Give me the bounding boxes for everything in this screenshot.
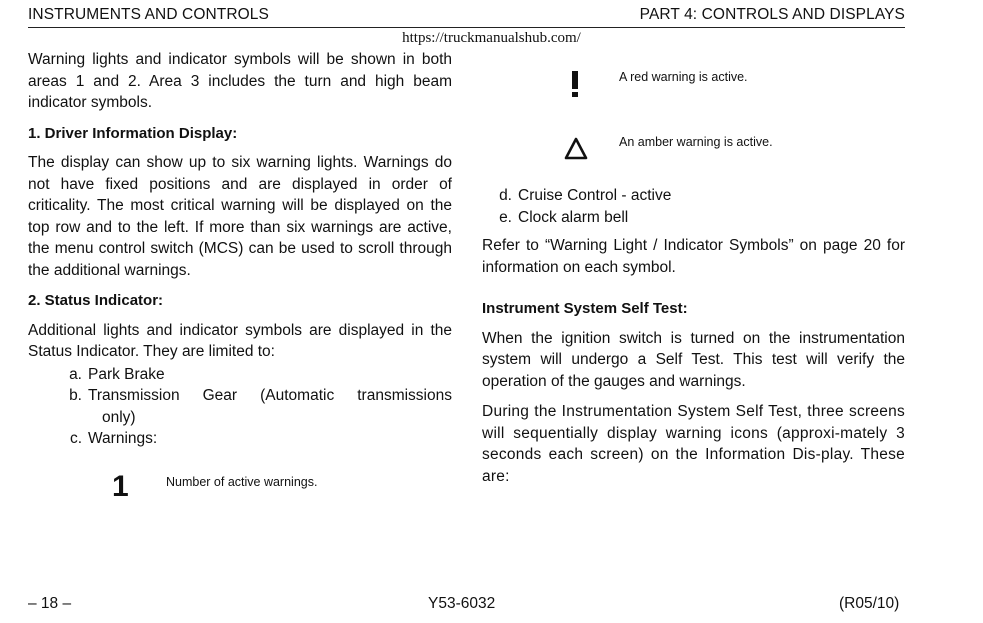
- section2-body: Additional lights and indicator symbols are displayed in the Status Indicator. They are limited to:: [28, 321, 452, 360]
- list-text: Cruise Control - active: [518, 187, 672, 204]
- list-marker: e.: [499, 208, 512, 226]
- status-indicator-list: [28, 364, 452, 450]
- list-marker: b.: [69, 387, 82, 404]
- list-text-continuation: only): [102, 408, 136, 426]
- intro-paragraph: Warning lights and indicator symbols will be shown in both areas 1 and 2. Area 3 includes the turn and high beam indicator symbols.: [28, 51, 452, 111]
- refer-paragraph: Refer to “Warning Light / Indicator Symbols” on page 20 for information on each symbol.: [482, 237, 905, 276]
- list-text: Park Brake: [88, 365, 165, 383]
- list-item: [28, 428, 452, 450]
- revision: (R05/10): [839, 595, 900, 612]
- list-item: [28, 364, 452, 386]
- right-column: [482, 185, 905, 487]
- exclamation-icon: [569, 68, 581, 100]
- page-number: – 18 –: [28, 595, 72, 612]
- active-warnings-number-symbol: 1: [112, 470, 129, 503]
- status-indicator-list-continued: [482, 185, 905, 228]
- triangle-warning-icon: [564, 137, 588, 161]
- list-text: Warnings:: [88, 430, 158, 447]
- list-marker: c.: [69, 430, 82, 447]
- amber-warning-caption: An amber warning is active.: [619, 135, 773, 149]
- section1-heading: 1. Driver Information Display:: [28, 124, 238, 142]
- red-warning-caption: A red warning is active.: [619, 70, 748, 84]
- list-text: Transmission Gear (Automatic transmissions: [88, 387, 452, 404]
- list-marker: d.: [499, 187, 512, 204]
- list-text: Clock alarm bell: [518, 208, 629, 226]
- section1-body: The display can show up to six warning lights. Warnings do not have fixed positions and are displayed in order of criticality. The most critical warning will be displayed on the top row and to the left. If more than six warnings are active, the menu control switch (MCS) can be used to scroll through the additional warnings.: [28, 154, 452, 279]
- source-url[interactable]: https://truckmanualshub.com/: [402, 30, 581, 46]
- self-test-paragraph-2: During the Instrumentation System Self Test, three screens will sequentially display warning icons (approxi-mately 3 seconds each screen) on the Information Dis-play. These are:: [482, 403, 905, 485]
- header-rule: [28, 27, 905, 28]
- list-marker: a.: [69, 365, 82, 383]
- self-test-heading: Instrument System Self Test:: [482, 300, 688, 317]
- document-number: Y53-6032: [428, 595, 496, 612]
- self-test-paragraph-1: When the ignition switch is turned on the instrumentation system will undergo a Self Test. This test will verify the operation of the gauges and warnings.: [482, 329, 905, 390]
- list-item: [482, 207, 905, 229]
- list-item-continuation: [28, 407, 452, 429]
- number-caption: Number of active warnings.: [166, 475, 318, 489]
- header-left: INSTRUMENTS AND CONTROLS: [28, 6, 269, 23]
- list-item: [28, 385, 452, 407]
- section2-heading: 2. Status Indicator:: [28, 292, 164, 309]
- left-column: [28, 49, 452, 450]
- list-item: [482, 185, 905, 207]
- header-right: PART 4: CONTROLS AND DISPLAYS: [639, 6, 905, 23]
